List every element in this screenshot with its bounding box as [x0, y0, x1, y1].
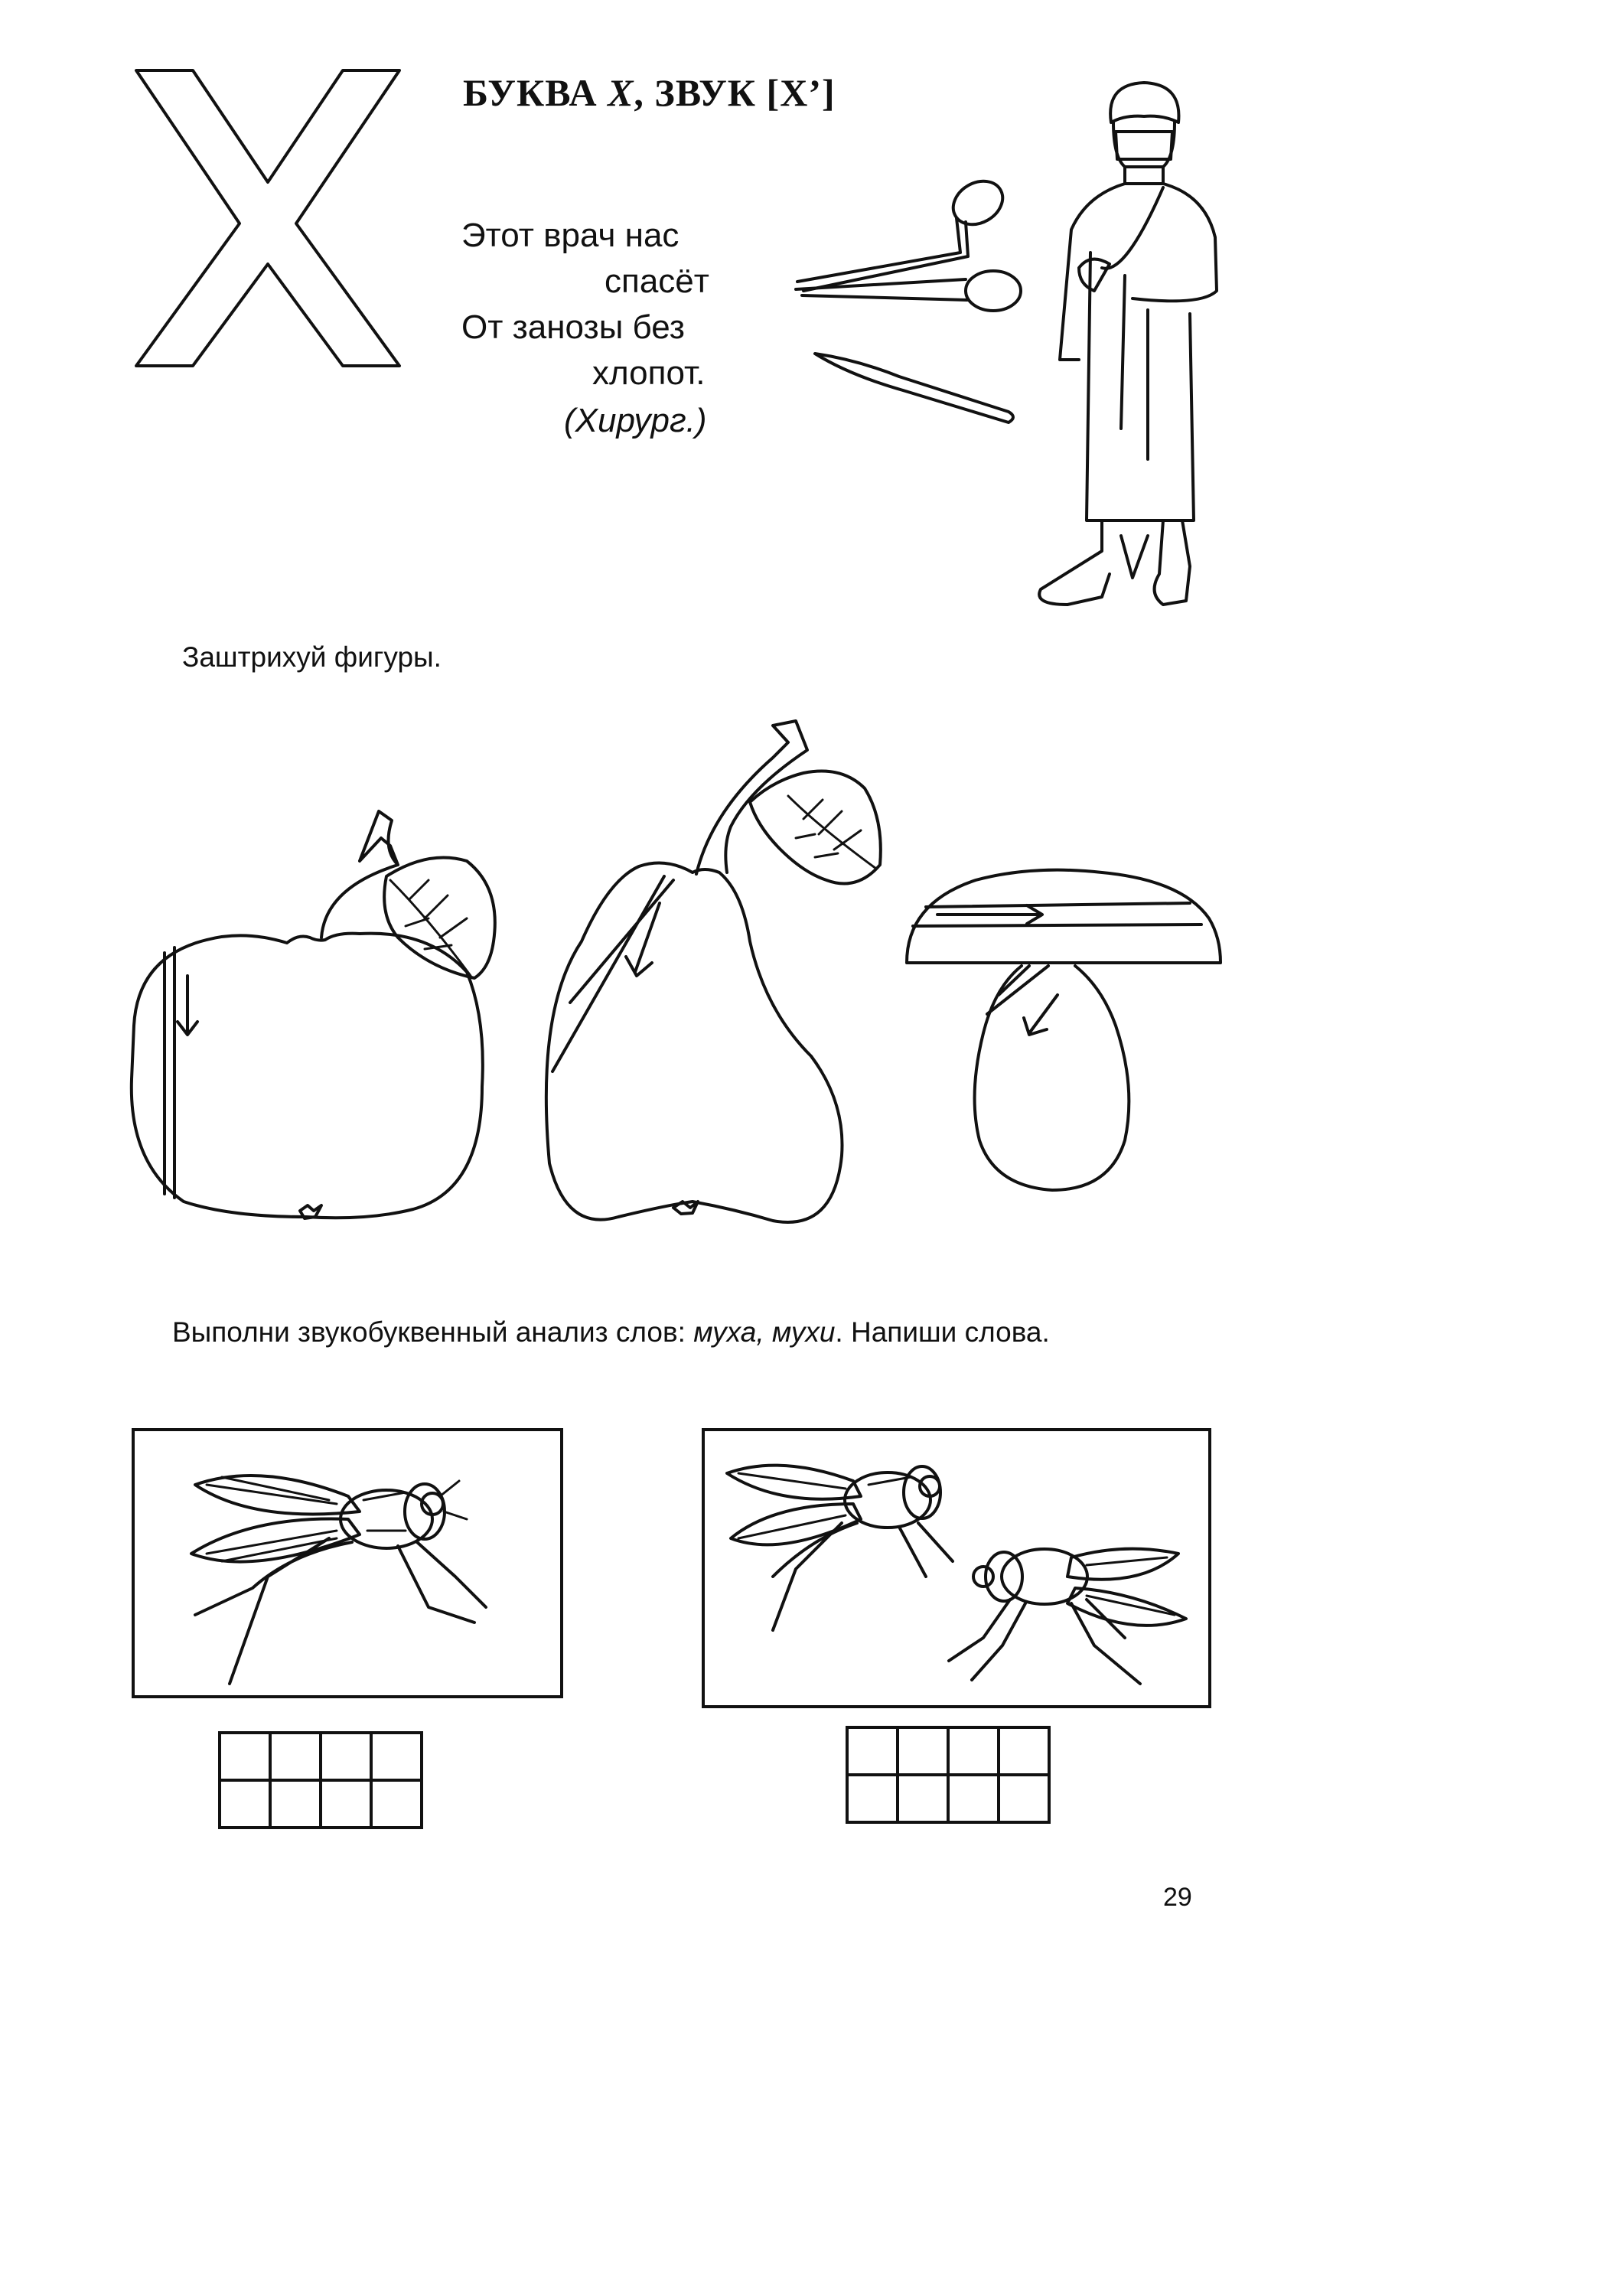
grid-cell[interactable] — [371, 1733, 422, 1780]
grid-cell[interactable] — [898, 1775, 948, 1822]
grid-cell[interactable] — [270, 1733, 321, 1780]
grid-cell[interactable] — [948, 1727, 999, 1775]
grid-cell[interactable] — [371, 1780, 422, 1828]
letter-grid-1[interactable] — [218, 1731, 423, 1829]
riddle-line-1: Этот врач нас — [461, 217, 680, 254]
grid-cell[interactable] — [220, 1780, 270, 1828]
grid-cell[interactable] — [999, 1775, 1049, 1822]
grid-cell[interactable] — [220, 1733, 270, 1780]
grid-cell[interactable] — [847, 1775, 898, 1822]
grid-cell[interactable] — [847, 1727, 898, 1775]
grid-cell[interactable] — [321, 1780, 371, 1828]
letter-grid-2[interactable] — [846, 1726, 1051, 1824]
riddle-answer: (Хирург.) — [564, 402, 707, 439]
page-number: 29 — [1163, 1883, 1192, 1912]
task-words: муха, мухи — [693, 1316, 836, 1348]
grid-cell[interactable] — [898, 1727, 948, 1775]
riddle-line-3: От занозы без — [461, 308, 685, 346]
grid-cell[interactable] — [270, 1780, 321, 1828]
grid-cell[interactable] — [321, 1733, 371, 1780]
task-shade-figures: Заштрихуй фигуры. — [182, 641, 442, 673]
riddle-line-4: хлопот. — [592, 354, 706, 392]
grid-cell[interactable] — [948, 1775, 999, 1822]
riddle-line-2: спасёт — [605, 263, 709, 300]
page-title: БУКВА Х, ЗВУК [Х’] — [463, 71, 836, 114]
task-sound-analysis: Выполни звукобуквенный анализ слов: муха, мухи. Напиши слова. — [172, 1316, 1050, 1348]
grid-cell[interactable] — [999, 1727, 1049, 1775]
